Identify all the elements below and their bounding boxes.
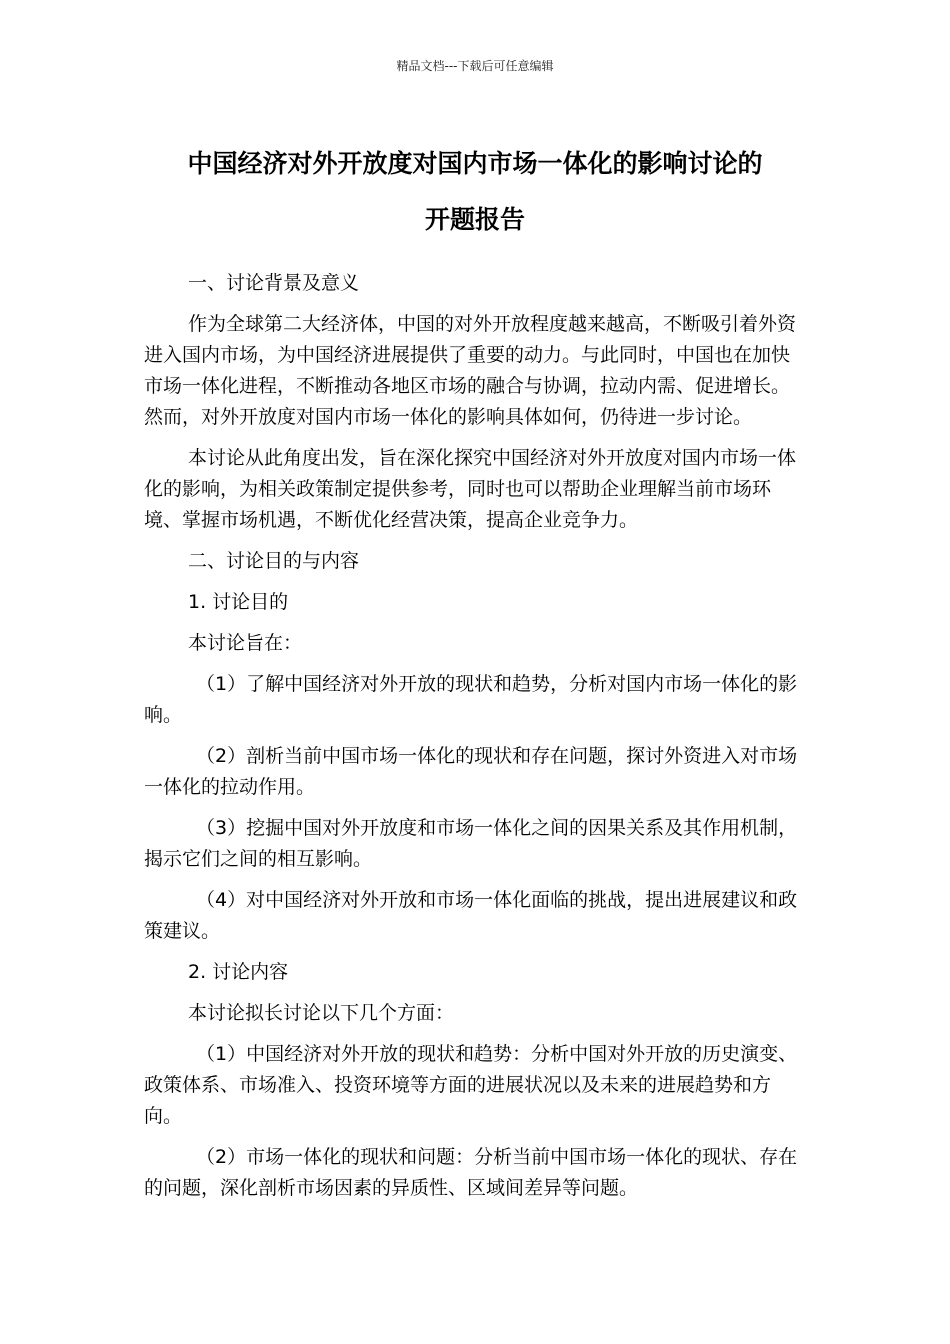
section-heading-purpose-content: 二、讨论目的与内容 [188,550,360,572]
title-line-1: 中国经济对外开放度对国内市场一体化的影响讨论的 [187,149,763,178]
subheading-content: 2. 讨论内容 [188,961,289,983]
content-item-1: （1）中国经济对外开放的现状和趋势：分析中国对外开放的历史演变、政策体系、市场准入、投资环境等方面的进展状况以及未来的进展趋势和方向。 [144,1043,798,1127]
purpose-item-2: （2）剖析当前中国市场一体化的现状和存在问题，探讨外资进入对市场一体化的拉动作用。 [144,745,798,798]
section-heading-background: 一、讨论背景及意义 [188,272,360,294]
paragraph-purpose-intro: 本讨论旨在： [188,632,303,654]
purpose-item-1: （1）了解中国经济对外开放的现状和趋势，分析对国内市场一体化的影响。 [144,673,798,726]
document-body [144,268,808,1214]
subheading-purpose: 1. 讨论目的 [188,591,289,613]
paragraph-content-intro: 本讨论拟长讨论以下几个方面： [188,1002,455,1024]
purpose-item-4: （4）对中国经济对外开放和市场一体化面临的挑战，提出进展建议和政策建议。 [144,889,798,942]
title-line-2: 开题报告 [424,205,525,234]
header-note: 精品文档---下载后可任意编辑 [396,59,554,73]
content-item-2: （2）市场一体化的现状和问题：分析当前中国市场一体化的现状、存在的问题，深化剖析市场因素的异质性、区域间差异等问题。 [144,1146,798,1199]
paragraph-background: 作为全球第二大经济体，中国的对外开放程度越来越高，不断吸引着外资进入国内市场，为中国经济进展提供了重要的动力。与此同时，中国也在加快市场一体化进程，不断推动各地区市场的融合与协调，拉动内需、促进增长。然而，对外开放度对国内市场一体化的影响具体如何，仍待进一步讨论。 [144,313,797,428]
document-title [120,136,830,248]
paragraph-significance: 本讨论从此角度出发，旨在深化探究中国经济对外开放度对国内市场一体化的影响，为相关政策制定提供参考，同时也可以帮助企业理解当前市场环境、掌握市场机遇，不断优化经营决策，提高企业竞争力。 [144,447,797,531]
purpose-item-3: （3）挖掘中国对外开放度和市场一体化之间的因果关系及其作用机制，揭示它们之间的相互影响。 [144,817,798,870]
